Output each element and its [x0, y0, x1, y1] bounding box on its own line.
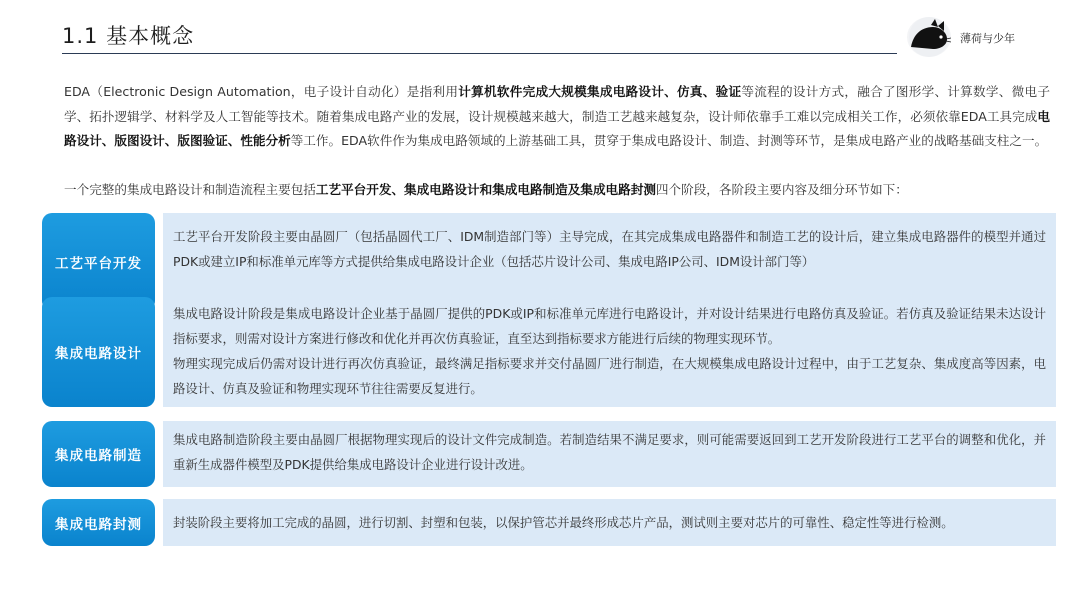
stage-paragraph: 集成电路制造阶段主要由晶圆厂根据物理实现后的设计文件完成制造。若制造结果不满足要求，则可能需要返回到工艺开发阶段进行工艺平台的调整和优化，并重新生成器件模型及PDK提供给集成电路设计企业进行设计改进。 [173, 432, 1046, 472]
brand-name: 薄荷与少年 [960, 32, 1015, 45]
brand-logo-icon [907, 17, 951, 57]
stage-description [163, 421, 1056, 487]
title-divider [62, 53, 897, 54]
page-title: 1.1 基本概念 [62, 24, 195, 48]
intro-text: EDA（Electronic Design Automation，电子设计自动化）是指利用 [64, 84, 459, 99]
lead-emphasis: 工艺平台开发、集成电路设计和集成电路制造及集成电路封测 [315, 182, 656, 197]
lead-text: 一个完整的集成电路设计和制造流程主要包括 [64, 182, 316, 197]
intro-emphasis: 电路设计、版图设计、版图验证、性能分析 [64, 108, 1050, 148]
stage-label: 集成电路设计 [42, 297, 155, 407]
stage-description [163, 499, 1056, 546]
stage-label: 集成电路封测 [42, 499, 155, 546]
stage-label: 工艺平台开发 [42, 213, 155, 311]
stage-ic-packaging-testing [42, 499, 1057, 546]
stages-lead-paragraph [64, 179, 1050, 201]
stage-paragraph: 物理实现完成后仍需对设计进行再次仿真验证，最终满足指标要求并交付晶圆厂进行制造，在大规模集成电路设计过程中，由于工艺复杂、集成度高等因素，电路设计、仿真及验证和物理实现环节往往需要反复进行。 [173, 356, 1046, 396]
stage-paragraph: 工艺平台开发阶段主要由晶圆厂（包括晶圆代工厂、IDM制造部门等）主导完成，在其完成集成电路器件和制造工艺的设计后，建立集成电路器件的模型并通过PDK或建立IP和标准单元库等方式提供给集成电路设计企业（包括芯片设计公司、集成电路IP公司、IDM设计部门等） [173, 229, 1046, 269]
intro-emphasis: 计算机软件完成大规模集成电路设计、仿真、验证 [458, 84, 742, 99]
stage-description [163, 297, 1056, 407]
intro-paragraph [64, 80, 1050, 154]
stage-paragraph: 封装阶段主要将加工完成的晶圆，进行切割、封塑和包装，以保护管芯并最终形成芯片产品，测试则主要对芯片的可靠性、稳定性等进行检测。 [173, 515, 954, 530]
intro-text: 等工作。EDA软件作为集成电路领域的上游基础工具，贯穿于集成电路设计、制造、封测等环节，是集成电路产业的战略基础支柱之一。 [290, 133, 1048, 148]
lead-text: 四个阶段，各阶段主要内容及细分环节如下： [655, 182, 908, 197]
intro-text: 等流程的设计方式，融合了图形学、计算数学、微电子学、拓扑逻辑学、材料学及人工智能等技术。随着集成电路产业的发展，设计规模越来越大，制造工艺越来越复杂，设计师依靠手工难以完成相关工作，必须依靠EDA工具完成 [64, 84, 1050, 124]
stage-ic-design [42, 297, 1057, 407]
stage-ic-manufacturing [42, 421, 1057, 487]
stage-paragraph: 集成电路设计阶段是集成电路设计企业基于晶圆厂提供的PDK或IP和标准单元库进行电路设计，并对设计结果进行电路仿真及验证。若仿真及验证结果未达设计指标要求，则需对设计方案进行修改和优化并再次仿真验证，直至达到指标要求方能进行后续的物理实现环节。 [173, 306, 1046, 346]
stage-label: 集成电路制造 [42, 421, 155, 487]
page-header [0, 0, 1080, 70]
